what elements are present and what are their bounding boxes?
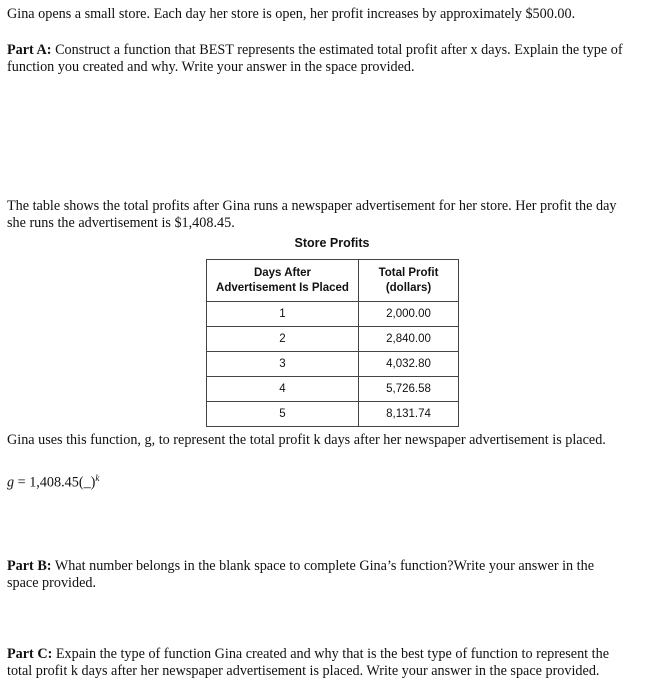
cell-profit: 8,131.74: [359, 402, 459, 427]
cell-day: 5: [207, 402, 359, 427]
equation-var: g: [7, 474, 15, 491]
header-days: [207, 260, 359, 302]
function-intro: Gina uses this function, g, to represent the total profit k days after her newspaper advertisement is placed.: [7, 432, 606, 448]
part-b-line2: space provided.: [7, 575, 97, 591]
part-b-label: Part B:: [7, 558, 52, 574]
header-profit-line1: Total Profit: [378, 266, 439, 279]
part-a-label: Part A:: [7, 42, 52, 58]
part-a-text: Construct a function that BEST represents the estimated total profit after x days. Explain the type of: [55, 42, 623, 58]
table-row: [207, 352, 459, 377]
part-b-line1: [7, 558, 594, 575]
part-a-line2: function you created and why. Write your answer in the space provided.: [7, 59, 415, 75]
part-c-line1: [7, 646, 609, 663]
part-c-text: Expain the type of function Gina created and why that is the best type of function to represent the: [55, 646, 609, 662]
cell-profit: 2,840.00: [359, 327, 459, 352]
table-title: Store Profits: [294, 236, 370, 250]
cell-day: 2: [207, 327, 359, 352]
equation: [7, 470, 99, 492]
header-days-line1: Days After: [253, 266, 312, 279]
table-intro-line1: The table shows the total profits after Gina runs a newspaper advertisement for her store. Her profit the day: [7, 198, 617, 214]
cell-profit: 2,000.00: [359, 302, 459, 327]
cell-day: 4: [207, 377, 359, 402]
intro-text: Gina opens a small store. Each day her store is open, her profit increases by approximately $500.00.: [7, 6, 576, 22]
cell-day: 3: [207, 352, 359, 377]
table-row: [207, 377, 459, 402]
header-profit-line2: (dollars): [385, 281, 432, 294]
part-c-label: Part C:: [7, 646, 53, 662]
part-a-line1: [7, 42, 623, 59]
table-row: [207, 327, 459, 352]
cell-profit: 5,726.58: [359, 377, 459, 402]
cell-profit: 4,032.80: [359, 352, 459, 377]
table-row: [207, 402, 459, 427]
header-profit: [359, 260, 459, 302]
part-b-text: What number belongs in the blank space to complete Gina’s function?Write your answer in the: [54, 558, 595, 574]
table-intro-line2: she runs the advertisement is $1,408.45.: [7, 215, 235, 231]
header-days-line2: Advertisement Is Placed: [216, 281, 349, 294]
table-row: [207, 302, 459, 327]
store-profits-table: [206, 259, 459, 427]
equation-body: = 1,408.45(_): [14, 474, 96, 491]
equation-exponent: k: [95, 473, 100, 483]
part-c-line2: total profit k days after her newspaper advertisement is placed. Write your answer in the space provided.: [7, 663, 600, 679]
table-header-row: [207, 260, 459, 302]
cell-day: 1: [207, 302, 359, 327]
